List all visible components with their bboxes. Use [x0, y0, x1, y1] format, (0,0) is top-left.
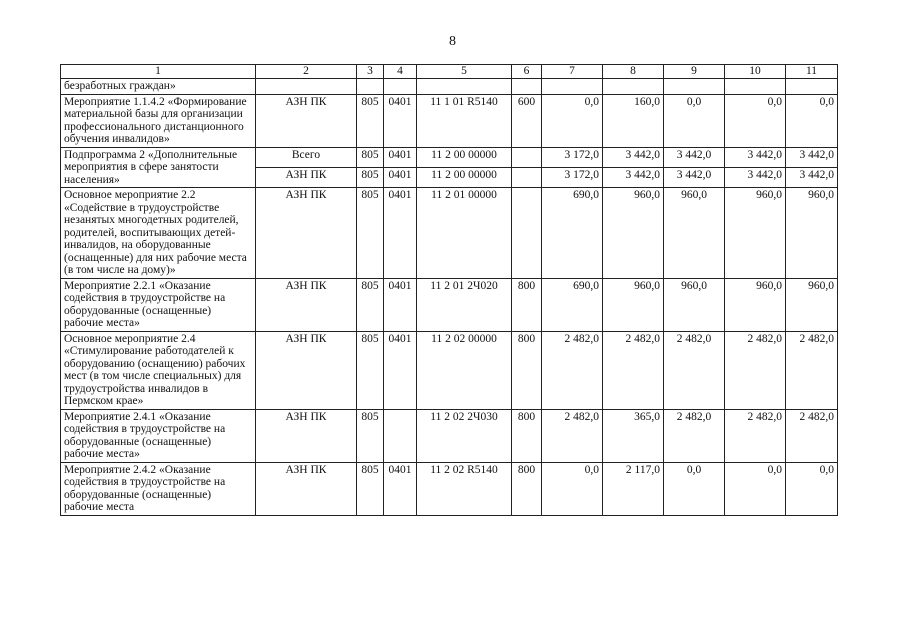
- row-name: Мероприятие 2.4.1 «Оказание содействия в трудоустройстве на оборудованные (оснащенные) рабочие места»: [61, 409, 256, 462]
- cell-c7: 2 482,0: [542, 331, 603, 409]
- header-cell: 1: [61, 65, 256, 79]
- table-row: [61, 278, 838, 331]
- cell-c2: АЗН ПК: [256, 409, 357, 462]
- table-cell: [542, 79, 603, 95]
- cell-c3: 805: [357, 278, 384, 331]
- header-cell: 11: [786, 65, 838, 79]
- header-row: [61, 65, 838, 79]
- cell-c5: 11 2 02 00000: [417, 331, 512, 409]
- cell-c3: 805: [357, 94, 384, 147]
- row-name: Подпрограмма 2 «Дополнительные мероприятия в сфере занятости населения»: [61, 147, 256, 188]
- cell-c9: 2 482,0: [664, 331, 725, 409]
- table-body: [61, 79, 838, 516]
- row-name: Мероприятие 2.4.2 «Оказание содействия в трудоустройстве на оборудованные (оснащенные) рабочие места: [61, 462, 256, 515]
- cell-c9: 0,0: [664, 94, 725, 147]
- cell-c3: 805: [357, 147, 384, 167]
- header-cell: 2: [256, 65, 357, 79]
- cell-c7: 0,0: [542, 94, 603, 147]
- cell-c4: 0401: [384, 94, 417, 147]
- cell-c8: 960,0: [603, 278, 664, 331]
- cell-c10: 3 442,0: [725, 147, 786, 167]
- table-cell: [725, 79, 786, 95]
- budget-table: [60, 64, 838, 516]
- cell-c9: 3 442,0: [664, 147, 725, 167]
- cell-c3: 805: [357, 188, 384, 279]
- table-row: [61, 94, 838, 147]
- cell-c4: 0401: [384, 167, 417, 187]
- cell-c11: 2 482,0: [786, 331, 838, 409]
- cell-c8: 2 117,0: [603, 462, 664, 515]
- row-name: Основное мероприятие 2.4 «Стимулирование работодателей к оборудованию (оснащению) рабочих мест (в том числе специальных) для трудоустройства инвалидов в Пермском крае»: [61, 331, 256, 409]
- cell-c5: 11 2 01 00000: [417, 188, 512, 279]
- cell-c2: АЗН ПК: [256, 167, 357, 187]
- cell-c8: 365,0: [603, 409, 664, 462]
- table-cell: [603, 79, 664, 95]
- header-cell: 5: [417, 65, 512, 79]
- row-name: безработных граждан»: [61, 79, 256, 95]
- cell-c4: 0401: [384, 147, 417, 167]
- cell-c5: 11 2 00 00000: [417, 147, 512, 167]
- header-cell: 6: [512, 65, 542, 79]
- cell-c7: 3 172,0: [542, 147, 603, 167]
- cell-c7: 690,0: [542, 188, 603, 279]
- cell-c9: 960,0: [664, 188, 725, 279]
- cell-c4: 0401: [384, 462, 417, 515]
- table-row: [61, 409, 838, 462]
- row-name: Мероприятие 2.2.1 «Оказание содействия в трудоустройстве на оборудованные (оснащенные) рабочие места»: [61, 278, 256, 331]
- cell-c5: 11 1 01 R5140: [417, 94, 512, 147]
- cell-c9: 0,0: [664, 462, 725, 515]
- cell-c4: 0401: [384, 278, 417, 331]
- cell-c2: АЗН ПК: [256, 278, 357, 331]
- cell-c6: 800: [512, 409, 542, 462]
- cell-c5: 11 2 01 2Ч020: [417, 278, 512, 331]
- cell-c11: 2 482,0: [786, 409, 838, 462]
- cell-c11: 3 442,0: [786, 147, 838, 167]
- cell-c6: 800: [512, 278, 542, 331]
- table-cell: [512, 79, 542, 95]
- cell-c8: 3 442,0: [603, 167, 664, 187]
- cell-c4: 0401: [384, 188, 417, 279]
- cell-c9: 3 442,0: [664, 167, 725, 187]
- cell-c8: 3 442,0: [603, 147, 664, 167]
- table-cell: [256, 79, 357, 95]
- cell-c6: [512, 167, 542, 187]
- cell-c3: 805: [357, 462, 384, 515]
- cell-c10: 2 482,0: [725, 409, 786, 462]
- cell-c8: 960,0: [603, 188, 664, 279]
- cell-c11: 960,0: [786, 278, 838, 331]
- cell-c10: 960,0: [725, 278, 786, 331]
- cell-c11: 3 442,0: [786, 167, 838, 187]
- table-row: [61, 462, 838, 515]
- cell-c7: 2 482,0: [542, 409, 603, 462]
- header-cell: 8: [603, 65, 664, 79]
- cell-c5: 11 2 02 2Ч030: [417, 409, 512, 462]
- cell-c8: 160,0: [603, 94, 664, 147]
- cell-c10: 0,0: [725, 94, 786, 147]
- row-name: Основное мероприятие 2.2 «Содействие в трудоустройстве незанятых многодетных родителей, родителей, воспитывающих детей-инвалидов, на оборудованные (оснащенные) для них рабочие места (в том числе на дому)»: [61, 188, 256, 279]
- table-row: [61, 331, 838, 409]
- cell-c3: 805: [357, 167, 384, 187]
- table-cell: [384, 79, 417, 95]
- cell-c6: 800: [512, 331, 542, 409]
- table-row: [61, 147, 838, 167]
- cell-c8: 2 482,0: [603, 331, 664, 409]
- cell-c6: 600: [512, 94, 542, 147]
- cell-c6: 800: [512, 462, 542, 515]
- cell-c3: 805: [357, 409, 384, 462]
- cell-c6: [512, 188, 542, 279]
- header-cell: 9: [664, 65, 725, 79]
- cell-c7: 3 172,0: [542, 167, 603, 187]
- table-cell: [664, 79, 725, 95]
- cell-c5: 11 2 00 00000: [417, 167, 512, 187]
- cell-c2: АЗН ПК: [256, 94, 357, 147]
- cell-c11: 0,0: [786, 462, 838, 515]
- cell-c10: 3 442,0: [725, 167, 786, 187]
- cell-c10: 2 482,0: [725, 331, 786, 409]
- cell-c10: 0,0: [725, 462, 786, 515]
- cell-c9: 960,0: [664, 278, 725, 331]
- cell-c6: [512, 147, 542, 167]
- cell-c4: [384, 409, 417, 462]
- cell-c2: АЗН ПК: [256, 462, 357, 515]
- cell-c10: 960,0: [725, 188, 786, 279]
- page-number: 8: [449, 34, 456, 49]
- cell-c7: 0,0: [542, 462, 603, 515]
- header-cell: 3: [357, 65, 384, 79]
- row-name: Мероприятие 1.1.4.2 «Формирование материальной базы для организации профессионального дистанционного обучения инвалидов»: [61, 94, 256, 147]
- cell-c2: АЗН ПК: [256, 188, 357, 279]
- cell-c11: 0,0: [786, 94, 838, 147]
- cell-c3: 805: [357, 331, 384, 409]
- cell-c11: 960,0: [786, 188, 838, 279]
- header-cell: 7: [542, 65, 603, 79]
- cell-c4: 0401: [384, 331, 417, 409]
- cell-c2: Всего: [256, 147, 357, 167]
- table-cell: [786, 79, 838, 95]
- header-cell: 10: [725, 65, 786, 79]
- cell-c2: АЗН ПК: [256, 331, 357, 409]
- table-row: [61, 188, 838, 279]
- cell-c7: 690,0: [542, 278, 603, 331]
- table-cell: [417, 79, 512, 95]
- cell-c5: 11 2 02 R5140: [417, 462, 512, 515]
- table-row: [61, 79, 838, 95]
- header-cell: 4: [384, 65, 417, 79]
- cell-c9: 2 482,0: [664, 409, 725, 462]
- table-cell: [357, 79, 384, 95]
